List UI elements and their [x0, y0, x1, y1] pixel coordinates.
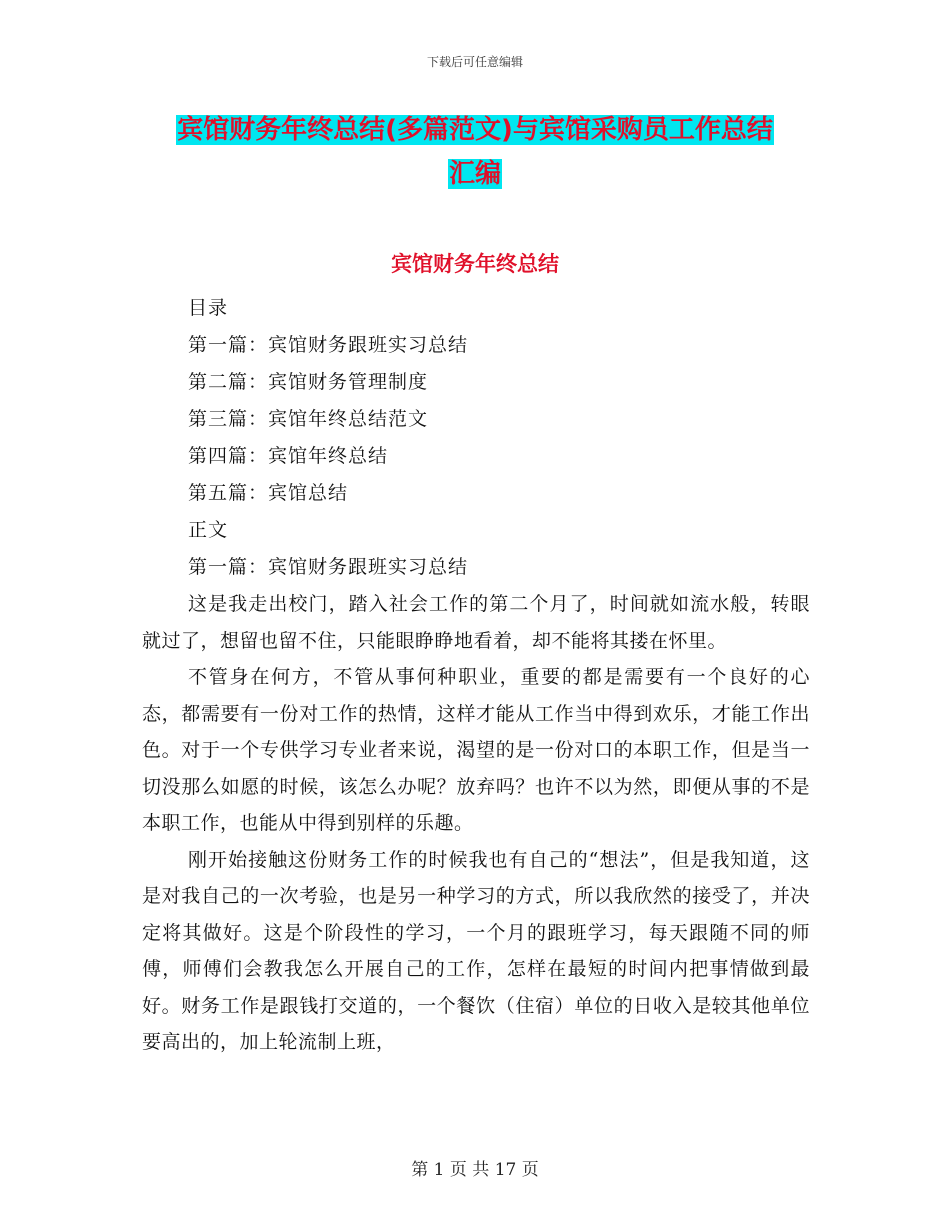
main-title-line-2: 汇编	[448, 159, 501, 189]
chapter-heading: 第一篇：宾馆财务跟班实习总结	[188, 556, 469, 578]
document-content	[142, 290, 810, 1061]
toc-item: 第四篇：宾馆年终总结	[188, 445, 389, 467]
paragraph: 这是我走出校门，踏入社会工作的第二个月了，时间就如流水般，转眼就过了，想留也留不住，只能眼睁睁地看着，却不能将其搂在怀里。	[142, 593, 810, 652]
paragraph: 不管身在何方，不管从事何种职业，重要的都是需要有一个良好的心态，都需要有一份对工作的热情，这样才能从工作当中得到欢乐，才能工作出色。对于一个专供学习专业者来说，渴望的是一份对口的本职工作，但是当一切没那么如愿的时候，该怎么办呢？放弃吗？也许不以为然，即便从事的不是本职工作，也能从中得到别样的乐趣。	[142, 666, 810, 834]
toc-heading: 目录	[188, 297, 229, 319]
toc-item: 第五篇：宾馆总结	[188, 482, 349, 504]
main-title-line-1: 宾馆财务年终总结(多篇范文)与宾馆采购员工作总结	[177, 115, 773, 145]
main-title	[140, 108, 810, 196]
paragraph: 刚开始接触这份财务工作的时候我也有自己的“想法”，但是我知道，这是对我自己的一次考验，也是另一种学习的方式，所以我欣然的接受了，并决定将其做好。这是个阶段性的学习，一个月的跟班学习，每天跟随不同的师傅，师傅们会教我怎么开展自己的工作，怎样在最短的时间内把事情做到最好。财务工作是跟钱打交道的，一个餐饮（住宿）单位的日收入是较其他单位要高出的，加上轮流制上班，	[142, 848, 810, 1053]
toc-item: 第一篇：宾馆财务跟班实习总结	[188, 334, 469, 356]
header-note: 下载后可任意编辑	[426, 55, 523, 69]
toc-item: 第三篇：宾馆年终总结范文	[188, 408, 429, 430]
toc-item: 第二篇：宾馆财务管理制度	[188, 371, 429, 393]
page-footer: 第 1 页 共 17 页	[411, 1160, 539, 1180]
body-heading: 正文	[188, 519, 229, 541]
section-title: 宾馆财务年终总结	[391, 252, 559, 276]
